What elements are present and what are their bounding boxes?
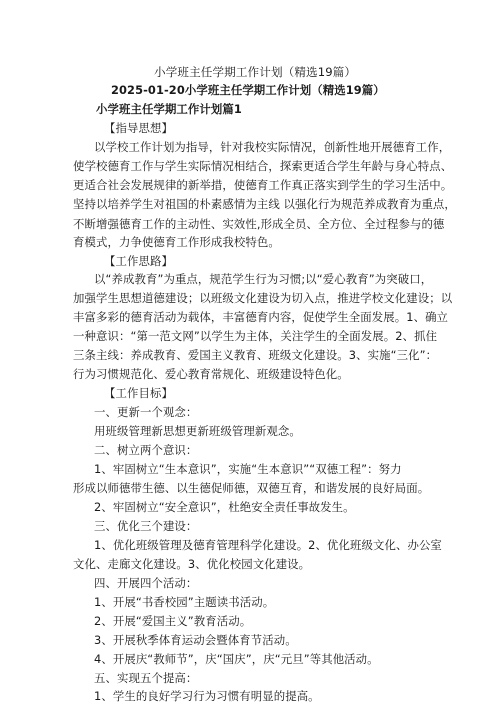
guiding-line: 不断增强德育工作的主动性、实效性,形成全员、全方位、全过程参与的德 (73, 216, 445, 231)
goal-heading: 一、更新一个观念： (94, 405, 198, 420)
goal-item: 3、开展秋季体育运动会暨体育节活动。 (94, 632, 297, 647)
guiding-line: 育模式，力争使德育工作形成我校特色。 (73, 235, 280, 250)
goal-item: 1、开展“书香校园”主题读书活动。 (94, 594, 275, 609)
ideas-line: 加强学生思想道德建设；以班级文化建设为切入点，推进学校文化建设；以 (73, 291, 453, 306)
piece-heading: 小学班主任学期工作计划篇1 (96, 101, 242, 116)
guiding-line: 使学校德育工作与学生实际情况相结合，探索更适合学生年龄与身心特点、 (73, 159, 453, 174)
guiding-line: 以学校工作计划为指导，针对我校实际情况，创新性地开展德育工作， (94, 139, 451, 154)
goal-item: 2、开展“爱国主义”教育活动。 (94, 614, 252, 629)
ideas-line: 丰富多彩的德育活动为载体，丰富德育内容，促使学生全面发展。1、确立 (73, 309, 449, 324)
goal-item: 用班级管理新思想更新班级管理新观念。 (94, 423, 301, 438)
goal-item: 1、学生的良好学习行为习惯有明显的提高。 (94, 689, 320, 703)
section-goals-heading: 【工作目标】 (104, 385, 173, 400)
goal-item: 1、优化班级管理及德育管理科学化建设。2、优化班级文化、办公室 (94, 538, 442, 553)
goal-item: 文化、走廊文化建设。3、优化校园文化建设。 (73, 556, 311, 571)
goal-item: 形成以师德带生德、以生德促师德，双德互育，和谐发展的良好局面。 (73, 481, 430, 495)
ideas-line: 行为习惯规范化、爱心教育常规化、班级建设特色化。 (73, 367, 349, 382)
goal-heading: 三、优化三个建设： (94, 518, 198, 533)
guiding-line: 更适合社会发展规律的新举措，使德育工作真正落实到学生的学习生活中。 (73, 177, 453, 192)
section-ideas-heading: 【工作思路】 (104, 253, 173, 268)
goal-item: 2、牢固树立“安全意识”，杜绝安全责任事故发生。 (94, 500, 355, 515)
goal-heading: 二、树立两个意识： (94, 443, 198, 458)
section-guiding-heading: 【指导思想】 (104, 121, 173, 136)
goal-heading: 五、实现五个提高： (94, 670, 198, 685)
goal-heading: 四、开展四个活动： (94, 576, 198, 591)
ideas-line: 一种意识：“第一范文网”以学生为主体，关注学生的全面发展。2、抓住 (73, 329, 438, 344)
ideas-line: 三条主线：养成教育、爱国主义教育、班级文化建设。3、实施“三化”： (73, 347, 438, 362)
guiding-line: 坚持以培养学生对祖国的朴素感情为主线 以强化行为规范养成教育为重点， (73, 197, 456, 212)
ideas-line: 以“养成教育”为重点，规范学生行为习惯;以“爱心教育”为突破口， (94, 272, 433, 287)
document-title: 小学班主任学期工作计划（精选19篇） (154, 65, 357, 79)
goal-item: 4、开展庆“教师节”，庆“国庆”，庆“元旦”等其他活动。 (94, 652, 379, 667)
date-line: 2025-01-20小学班主任学期工作计划（精选19篇） (111, 83, 385, 98)
goal-item: 1、牢固树立“生本意识”，实施“生本意识”“双德工程”：努力 (94, 461, 402, 476)
